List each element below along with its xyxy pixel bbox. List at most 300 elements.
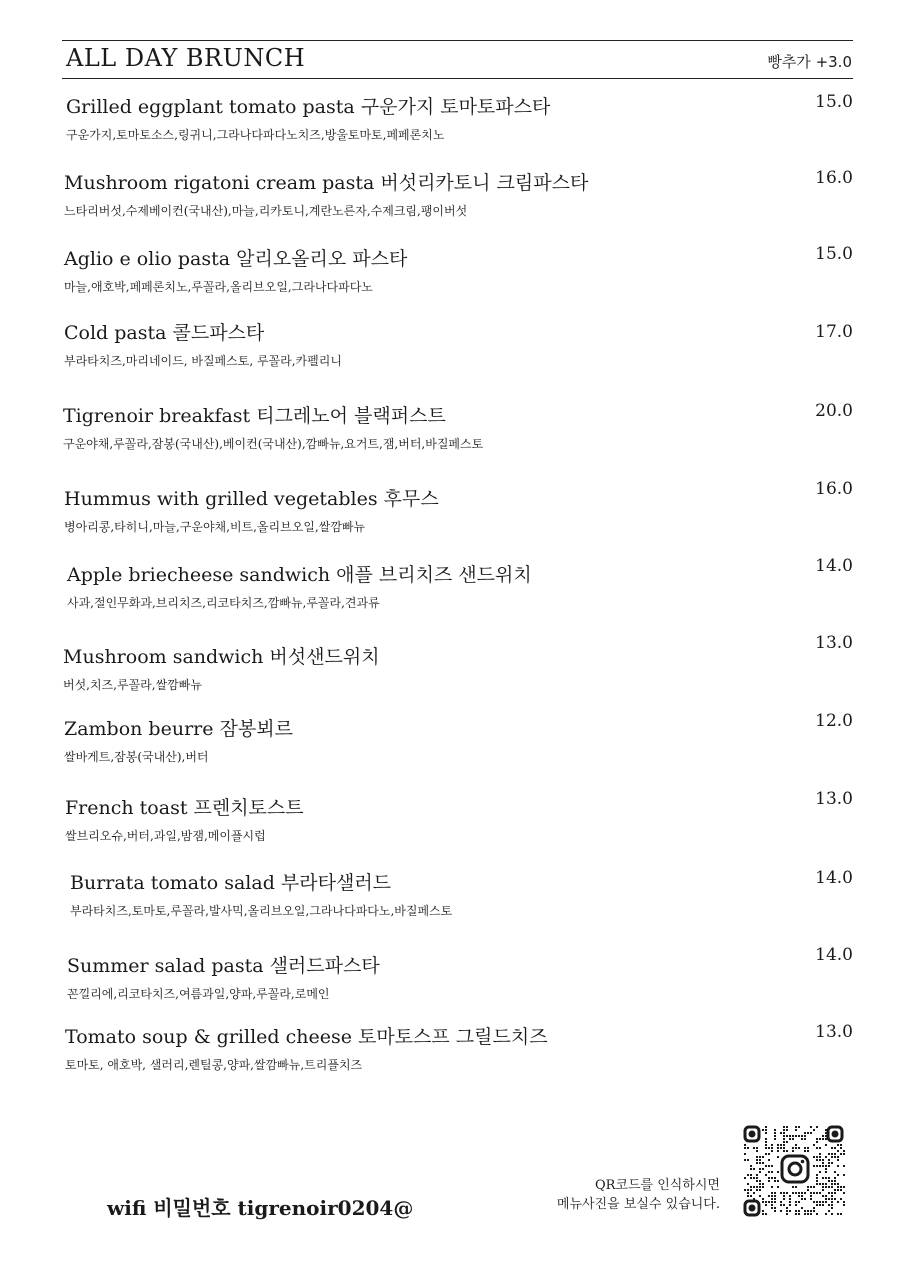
- qr-module: [768, 1159, 770, 1161]
- item-name: Burrata tomato salad 부라타샐러드: [70, 872, 392, 894]
- menu-item: [0, 945, 900, 1021]
- qr-module: [774, 1210, 776, 1212]
- qr-module: [795, 1201, 797, 1203]
- qr-module: [747, 1189, 749, 1191]
- qr-module: [813, 1165, 815, 1167]
- item-price: 16.0: [815, 168, 853, 188]
- qr-module: [807, 1189, 809, 1191]
- qr-module: [834, 1153, 836, 1155]
- qr-module: [810, 1192, 812, 1194]
- qr-module: [831, 1207, 833, 1209]
- qr-module: [747, 1147, 749, 1149]
- extra-bread-price: 빵추가 +3.0: [767, 53, 852, 71]
- item-price: 12.0: [815, 711, 853, 731]
- qr-module: [801, 1207, 803, 1209]
- qr-module: [753, 1147, 755, 1149]
- qr-module: [822, 1135, 824, 1137]
- qr-module: [795, 1186, 797, 1188]
- qr-module: [768, 1201, 770, 1203]
- qr-module: [783, 1198, 785, 1200]
- qr-module: [831, 1201, 833, 1203]
- qr-module: [807, 1132, 809, 1134]
- qr-module: [780, 1132, 782, 1134]
- qr-module: [807, 1213, 809, 1215]
- qr-module: [828, 1180, 830, 1182]
- qr-module: [810, 1195, 812, 1197]
- qr-module: [834, 1177, 836, 1179]
- qr-module: [762, 1162, 764, 1164]
- qr-module: [816, 1174, 818, 1176]
- menu-item: [0, 711, 900, 784]
- qr-module: [771, 1201, 773, 1203]
- qr-module: [774, 1129, 776, 1131]
- qr-module: [798, 1210, 800, 1212]
- qr-module: [831, 1204, 833, 1206]
- qr-module: [762, 1168, 764, 1170]
- qr-module: [819, 1159, 821, 1161]
- qr-module: [810, 1210, 812, 1212]
- qr-module: [825, 1195, 827, 1197]
- qr-module: [843, 1174, 845, 1176]
- qr-module: [828, 1153, 830, 1155]
- qr-module: [816, 1183, 818, 1185]
- qr-module: [837, 1189, 839, 1191]
- item-name: Mushroom rigatoni cream pasta 버섯리카토니 크림파스타: [64, 172, 589, 194]
- qr-module: [792, 1147, 794, 1149]
- qr-module: [759, 1171, 761, 1173]
- qr-module: [822, 1138, 824, 1140]
- qr-module: [783, 1144, 785, 1146]
- qr-module: [765, 1138, 767, 1140]
- qr-module: [750, 1195, 752, 1197]
- item-description: 사과,절인무화과,브리치즈,리코타치즈,깜빠뉴,루꼴라,견과류: [67, 596, 380, 610]
- qr-module: [753, 1177, 755, 1179]
- qr-module: [780, 1144, 782, 1146]
- header-bottom-rule: [62, 78, 853, 79]
- qr-module: [789, 1204, 791, 1206]
- qr-module: [762, 1198, 764, 1200]
- qr-module: [807, 1210, 809, 1212]
- item-description: 병아리콩,타히니,마늘,구운야채,비트,올리브오일,쌀깜빠뉴: [64, 520, 366, 534]
- qr-module: [840, 1198, 842, 1200]
- qr-module: [786, 1141, 788, 1143]
- qr-caption-line-1: QR코드를 인식하시면: [594, 1178, 720, 1193]
- qr-module: [819, 1204, 821, 1206]
- item-description: 느타리버섯,수제베이컨(국내산),마늘,리카토니,계란노른자,수제크림,팽이버섯: [64, 204, 468, 218]
- menu-item: [0, 168, 900, 238]
- qr-module: [837, 1156, 839, 1158]
- qr-module: [831, 1147, 833, 1149]
- qr-module: [804, 1192, 806, 1194]
- qr-module: [831, 1180, 833, 1182]
- qr-module: [768, 1153, 770, 1155]
- qr-module: [801, 1198, 803, 1200]
- qr-module: [744, 1147, 746, 1149]
- qr-module: [840, 1186, 842, 1188]
- item-description: 구운가지,토마토소스,링귀니,그라나다파다노치즈,방울토마토,페페론치노: [66, 128, 445, 142]
- qr-module: [756, 1150, 758, 1152]
- menu-item: [0, 868, 900, 938]
- qr-module: [795, 1192, 797, 1194]
- qr-module: [756, 1180, 758, 1182]
- qr-module: [777, 1171, 779, 1173]
- qr-module: [822, 1189, 824, 1191]
- qr-module: [759, 1186, 761, 1188]
- qr-module: [759, 1162, 761, 1164]
- qr-module: [816, 1147, 818, 1149]
- qr-module: [792, 1138, 794, 1140]
- item-name: French toast 프렌치토스트: [65, 797, 304, 819]
- qr-module: [750, 1165, 752, 1167]
- qr-module: [765, 1126, 767, 1128]
- qr-module: [774, 1138, 776, 1140]
- qr-module: [762, 1213, 764, 1215]
- item-price: 13.0: [815, 633, 853, 653]
- qr-module: [801, 1138, 803, 1140]
- qr-module: [822, 1162, 824, 1164]
- item-price: 20.0: [815, 401, 853, 421]
- qr-module: [765, 1174, 767, 1176]
- qr-module: [825, 1171, 827, 1173]
- qr-module: [810, 1126, 812, 1128]
- qr-module: [819, 1156, 821, 1158]
- qr-module: [801, 1192, 803, 1194]
- qr-module: [837, 1174, 839, 1176]
- qr-module: [834, 1192, 836, 1194]
- qr-module: [822, 1204, 824, 1206]
- item-price: 17.0: [815, 322, 853, 342]
- qr-module: [822, 1195, 824, 1197]
- qr-module: [789, 1201, 791, 1203]
- qr-module: [798, 1192, 800, 1194]
- qr-module: [834, 1183, 836, 1185]
- item-description: 부라타치즈,마리네이드, 바질페스토, 루꼴라,카펠리니: [64, 354, 342, 368]
- qr-module: [756, 1177, 758, 1179]
- qr-module: [783, 1129, 785, 1131]
- qr-module: [744, 1189, 746, 1191]
- qr-module: [810, 1213, 812, 1215]
- qr-module: [819, 1138, 821, 1140]
- qr-module: [759, 1183, 761, 1185]
- qr-module: [825, 1156, 827, 1158]
- menu-item: [0, 401, 900, 471]
- qr-module: [786, 1126, 788, 1128]
- qr-module: [762, 1129, 764, 1131]
- qr-module: [810, 1132, 812, 1134]
- qr-module: [789, 1198, 791, 1200]
- qr-module: [804, 1213, 806, 1215]
- qr-module: [807, 1150, 809, 1152]
- qr-module: [843, 1153, 845, 1155]
- qr-module: [747, 1195, 749, 1197]
- qr-caption-line-2: 메뉴사진을 보실수 있습니다.: [556, 1197, 720, 1212]
- qr-module: [786, 1207, 788, 1209]
- item-price: 14.0: [815, 556, 853, 576]
- qr-module: [786, 1135, 788, 1137]
- qr-module: [843, 1204, 845, 1206]
- qr-module: [765, 1147, 767, 1149]
- qr-module: [753, 1168, 755, 1170]
- qr-module: [843, 1192, 845, 1194]
- qr-module: [816, 1156, 818, 1158]
- qr-module: [789, 1195, 791, 1197]
- qr-module: [768, 1165, 770, 1167]
- qr-module: [765, 1153, 767, 1155]
- qr-module: [786, 1150, 788, 1152]
- qr-module: [762, 1210, 764, 1212]
- qr-module: [813, 1207, 815, 1209]
- qr-module: [750, 1174, 752, 1176]
- qr-module: [816, 1126, 818, 1128]
- qr-module: [771, 1171, 773, 1173]
- qr-module: [837, 1186, 839, 1188]
- qr-module: [837, 1144, 839, 1146]
- qr-module: [783, 1147, 785, 1149]
- item-name: Mushroom sandwich 버섯샌드위치: [63, 646, 380, 668]
- qr-module: [825, 1165, 827, 1167]
- menu-item: [0, 92, 900, 162]
- qr-module: [837, 1201, 839, 1203]
- qr-module: [813, 1192, 815, 1194]
- qr-module: [798, 1195, 800, 1197]
- qr-module: [780, 1201, 782, 1203]
- qr-module: [783, 1150, 785, 1152]
- qr-module: [795, 1147, 797, 1149]
- qr-module: [825, 1144, 827, 1146]
- qr-module: [768, 1195, 770, 1197]
- qr-module: [783, 1135, 785, 1137]
- item-price: 14.0: [815, 945, 853, 965]
- qr-module: [777, 1147, 779, 1149]
- qr-module: [837, 1159, 839, 1161]
- qr-module: [795, 1210, 797, 1212]
- qr-module: [828, 1177, 830, 1179]
- qr-module: [783, 1204, 785, 1206]
- qr-module: [801, 1195, 803, 1197]
- menu-item: [0, 244, 900, 314]
- qr-module: [786, 1213, 788, 1215]
- qr-module: [834, 1198, 836, 1200]
- qr-module: [840, 1144, 842, 1146]
- qr-module: [828, 1159, 830, 1161]
- qr-module: [771, 1144, 773, 1146]
- qr-module: [789, 1138, 791, 1140]
- qr-module: [795, 1213, 797, 1215]
- qr-module: [804, 1147, 806, 1149]
- qr-module: [771, 1198, 773, 1200]
- qr-module: [768, 1147, 770, 1149]
- item-name: Cold pasta 콜드파스타: [64, 322, 265, 344]
- qr-module: [759, 1159, 761, 1161]
- qr-module: [828, 1204, 830, 1206]
- qr-module: [759, 1189, 761, 1191]
- qr-module: [786, 1192, 788, 1194]
- qr-module: [831, 1183, 833, 1185]
- qr-module: [840, 1189, 842, 1191]
- qr-module: [807, 1186, 809, 1188]
- qr-module: [789, 1210, 791, 1212]
- qr-module: [777, 1144, 779, 1146]
- qr-module: [744, 1159, 746, 1161]
- qr-module: [834, 1147, 836, 1149]
- item-description: 쌀브리오슈,버터,과일,밤잼,메이플시럽: [65, 829, 266, 843]
- qr-module: [765, 1141, 767, 1143]
- qr-module: [816, 1204, 818, 1206]
- qr-module: [753, 1192, 755, 1194]
- item-name: Hummus with grilled vegetables 후무스: [64, 488, 439, 510]
- qr-module: [747, 1174, 749, 1176]
- qr-module: [783, 1132, 785, 1134]
- qr-module: [819, 1192, 821, 1194]
- qr-module: [831, 1153, 833, 1155]
- qr-module: [795, 1126, 797, 1128]
- qr-module: [786, 1129, 788, 1131]
- qr-module: [828, 1165, 830, 1167]
- qr-module: [783, 1192, 785, 1194]
- qr-module: [813, 1201, 815, 1203]
- qr-module: [783, 1138, 785, 1140]
- wifi-password: wifi 비밀번호 tigrenoir0204@: [107, 1196, 414, 1220]
- qr-module: [798, 1135, 800, 1137]
- item-description: 토마토, 애호박, 샐러리,렌틸콩,양파,쌀깜빠뉴,트리플치즈: [65, 1058, 363, 1072]
- qr-module: [807, 1147, 809, 1149]
- qr-module: [831, 1162, 833, 1164]
- qr-module: [810, 1198, 812, 1200]
- qr-module: [756, 1156, 758, 1158]
- qr-module: [831, 1213, 833, 1215]
- qr-module: [765, 1129, 767, 1131]
- qr-module: [774, 1198, 776, 1200]
- qr-module: [792, 1135, 794, 1137]
- qr-module: [783, 1195, 785, 1197]
- qr-module: [798, 1126, 800, 1128]
- qr-module: [747, 1159, 749, 1161]
- qr-module: [825, 1183, 827, 1185]
- qr-module: [792, 1192, 794, 1194]
- qr-module: [822, 1177, 824, 1179]
- item-name: Tomato soup & grilled cheese 토마토스프 그릴드치즈: [65, 1026, 548, 1048]
- item-description: 부라타치즈,토마토,루꼴라,발사믹,올리브오일,그라나다파다노,바질페스토: [70, 904, 453, 918]
- qr-module: [777, 1180, 779, 1182]
- qr-module: [843, 1201, 845, 1203]
- qr-module: [774, 1135, 776, 1137]
- qr-module: [759, 1195, 761, 1197]
- qr-module: [765, 1213, 767, 1215]
- qr-module: [825, 1168, 827, 1170]
- qr-module: [774, 1132, 776, 1134]
- qr-module: [780, 1210, 782, 1212]
- qr-module: [801, 1135, 803, 1137]
- item-price: 15.0: [815, 244, 853, 264]
- qr-module: [771, 1192, 773, 1194]
- qr-module: [840, 1147, 842, 1149]
- item-price: 14.0: [815, 868, 853, 888]
- item-description: 쌀바게트,잠봉(국내산),버터: [64, 750, 209, 764]
- qr-module: [759, 1156, 761, 1158]
- item-description: 꼰낄리에,리코타치즈,여름과일,양파,루꼴라,로메인: [67, 987, 330, 1001]
- qr-module: [777, 1156, 779, 1158]
- qr-module: [813, 1186, 815, 1188]
- qr-module: [774, 1207, 776, 1209]
- qr-module: [774, 1201, 776, 1203]
- qr-module: [786, 1210, 788, 1212]
- qr-module: [777, 1186, 779, 1188]
- qr-module: [825, 1198, 827, 1200]
- qr-module: [816, 1180, 818, 1182]
- qr-module: [798, 1201, 800, 1203]
- qr-module: [843, 1165, 845, 1167]
- qr-module: [843, 1186, 845, 1188]
- instagram-qr-code-icon[interactable]: [742, 1124, 846, 1218]
- qr-module: [831, 1192, 833, 1194]
- item-description: 마늘,애호박,페페론치노,루꼴라,올리브오일,그라나다파다노: [64, 280, 373, 294]
- qr-module: [831, 1156, 833, 1158]
- qr-module: [771, 1150, 773, 1152]
- qr-module: [819, 1153, 821, 1155]
- qr-module: [816, 1192, 818, 1194]
- qr-module: [750, 1186, 752, 1188]
- item-price: 13.0: [815, 789, 853, 809]
- qr-module: [795, 1204, 797, 1206]
- qr-module: [804, 1132, 806, 1134]
- qr-caption: [557, 1176, 720, 1214]
- qr-module: [762, 1186, 764, 1188]
- qr-module: [744, 1153, 746, 1155]
- qr-module: [825, 1186, 827, 1188]
- qr-module: [816, 1201, 818, 1203]
- qr-module: [819, 1147, 821, 1149]
- qr-module: [831, 1198, 833, 1200]
- qr-module: [825, 1213, 827, 1215]
- qr-module: [780, 1147, 782, 1149]
- qr-module: [768, 1177, 770, 1179]
- qr-module: [822, 1201, 824, 1203]
- qr-module: [816, 1138, 818, 1140]
- qr-module: [810, 1186, 812, 1188]
- qr-module: [756, 1162, 758, 1164]
- qr-module: [837, 1183, 839, 1185]
- qr-module: [819, 1171, 821, 1173]
- qr-module: [792, 1150, 794, 1152]
- qr-module: [762, 1156, 764, 1158]
- menu-item: [0, 479, 900, 554]
- qr-module: [825, 1201, 827, 1203]
- item-name: Tigrenoir breakfast 티그레노어 블랙퍼스트: [63, 405, 446, 427]
- qr-module: [771, 1177, 773, 1179]
- qr-module: [771, 1207, 773, 1209]
- qr-module: [822, 1183, 824, 1185]
- qr-module: [747, 1192, 749, 1194]
- qr-module: [771, 1204, 773, 1206]
- item-price: 13.0: [815, 1022, 853, 1042]
- qr-module: [831, 1195, 833, 1197]
- qr-module: [822, 1186, 824, 1188]
- qr-module: [837, 1165, 839, 1167]
- menu-item: [0, 789, 900, 863]
- qr-module: [771, 1195, 773, 1197]
- qr-module: [765, 1204, 767, 1206]
- qr-module: [759, 1168, 761, 1170]
- menu-item: [0, 1022, 900, 1092]
- qr-module: [759, 1180, 761, 1182]
- qr-module: [816, 1165, 818, 1167]
- qr-module: [834, 1180, 836, 1182]
- qr-module: [765, 1201, 767, 1203]
- qr-module: [804, 1198, 806, 1200]
- item-name: Summer salad pasta 샐러드파스타: [67, 955, 380, 977]
- menu-item: [0, 556, 900, 630]
- menu-section-title: ALL DAY BRUNCH: [66, 44, 306, 72]
